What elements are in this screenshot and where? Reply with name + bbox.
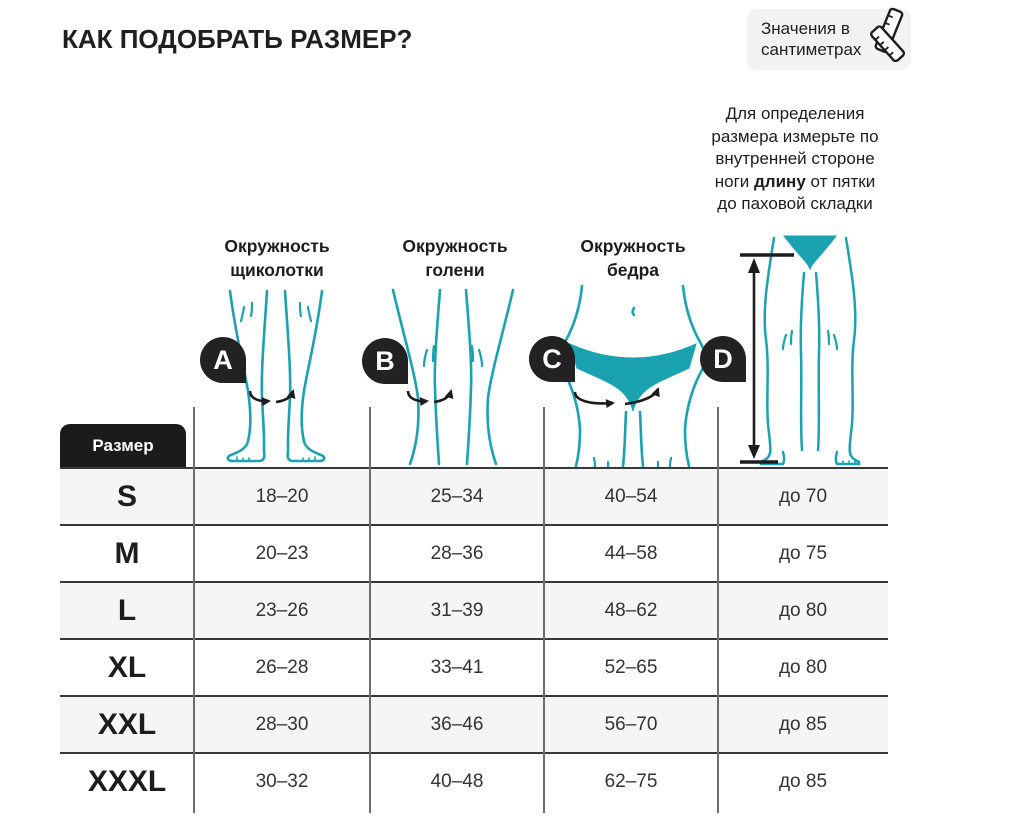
hip-cell: 52–65 <box>604 656 658 678</box>
size-cell: XXXL <box>87 764 167 798</box>
size-cell: XXL <box>97 707 157 741</box>
page-title: КАК ПОДОБРАТЬ РАЗМЕР? <box>62 24 413 54</box>
calf-cell: 25–34 <box>430 485 484 507</box>
length-cell: до 85 <box>778 770 828 792</box>
units-badge <box>747 9 911 70</box>
rotation-arrow-icon <box>575 389 658 404</box>
instruction-bold-word: длину <box>754 171 806 191</box>
leg-length-illustration <box>724 235 892 467</box>
column-divider <box>717 407 719 813</box>
ankle-cell: 23–26 <box>255 599 309 621</box>
measure-badge-b: B <box>362 338 408 384</box>
measure-instruction: Для определения размера измерьте по внутренней стороне ноги длину от пятки до паховой складки <box>711 104 879 214</box>
calf-cell: 36–46 <box>430 713 484 735</box>
table-row-xxxl <box>60 752 888 809</box>
table-row-xl <box>60 638 888 695</box>
length-cell: до 85 <box>778 713 828 735</box>
length-cell: до 75 <box>778 542 828 564</box>
bikini-shape <box>784 236 836 269</box>
column-divider <box>543 407 545 813</box>
ankle-cell: 18–20 <box>255 485 309 507</box>
column-header-hip: Окружность бедра <box>580 236 686 280</box>
calf-cell: 28–36 <box>430 542 484 564</box>
calf-cell: 33–41 <box>430 656 484 678</box>
table-row-s <box>60 467 888 524</box>
measure-badge-c: C <box>529 336 575 382</box>
size-table <box>60 467 888 809</box>
size-cell: XL <box>107 650 147 684</box>
ankle-cell: 30–32 <box>255 770 309 792</box>
calf-cell: 40–48 <box>430 770 484 792</box>
column-divider <box>369 407 371 813</box>
length-cell: до 80 <box>778 599 828 621</box>
table-row-l <box>60 581 888 638</box>
ankle-cell: 20–23 <box>255 542 309 564</box>
measure-badge-d: D <box>700 336 746 382</box>
ruler-tape-icon <box>863 4 911 62</box>
size-cell: S <box>116 479 137 513</box>
units-badge-text: Значения в сантиметрах <box>761 19 862 59</box>
size-header-tab: Размер <box>60 424 186 467</box>
length-cell: до 80 <box>778 656 828 678</box>
measure-badge-a: A <box>200 337 246 383</box>
hip-cell: 40–54 <box>604 485 658 507</box>
length-cell: до 70 <box>778 485 828 507</box>
calf-cell: 31–39 <box>430 599 484 621</box>
size-cell: L <box>117 593 137 627</box>
size-cell: M <box>114 536 140 570</box>
table-row-xxl <box>60 695 888 752</box>
column-divider <box>193 407 195 813</box>
hip-cell: 56–70 <box>604 713 658 735</box>
rotation-arrow-icon <box>408 391 451 402</box>
ankle-cell: 26–28 <box>255 656 309 678</box>
column-header-ankle: Окружность щиколотки <box>224 236 330 280</box>
hip-cell: 48–62 <box>604 599 658 621</box>
hip-cell: 44–58 <box>604 542 658 564</box>
column-header-calf: Окружность голени <box>402 236 508 280</box>
rotation-arrow-icon <box>250 391 293 402</box>
table-row-m <box>60 524 888 581</box>
ankle-cell: 28–30 <box>255 713 309 735</box>
hip-cell: 62–75 <box>604 770 658 792</box>
